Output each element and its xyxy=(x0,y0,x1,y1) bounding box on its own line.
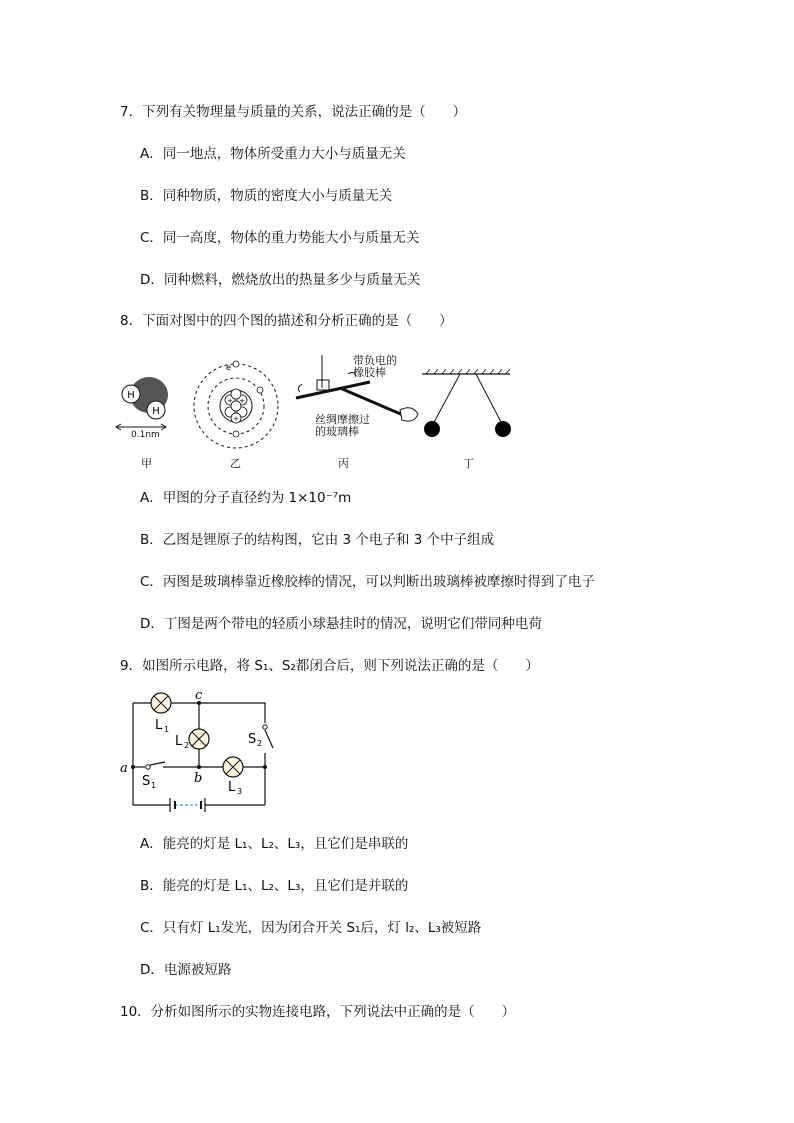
label-s1: S xyxy=(142,774,151,789)
svg-text:+: + xyxy=(233,415,239,423)
rubber-rod-label-2: 橡胶棒 xyxy=(353,366,386,379)
hand-shape xyxy=(400,408,418,421)
label-s2: S xyxy=(248,732,257,747)
node-a-label: a xyxy=(120,761,128,776)
rubber-rod-label-1: 带负电的 xyxy=(353,354,397,367)
ball-right xyxy=(495,421,511,437)
q7-option-d: D．同种燃料，燃烧放出的热量多少与质量无关 xyxy=(140,272,421,288)
label-l2-sub: 2 xyxy=(184,741,190,750)
caption-ding: 丁 xyxy=(463,457,474,470)
hydrogen-label-left: H xyxy=(127,390,135,401)
q9-option-d: D．电源被短路 xyxy=(140,962,232,978)
hydrogen-label-right: H xyxy=(152,406,160,417)
electron-1 xyxy=(233,361,239,367)
q7-option-a: A．同一地点，物体所受重力大小与质量无关 xyxy=(140,146,406,162)
lamp-l2 xyxy=(189,729,209,749)
svg-text:+: + xyxy=(227,397,233,405)
label-l1: L xyxy=(155,718,163,733)
electron-2 xyxy=(257,387,263,393)
glass-rod-label-2: 的玻璃棒 xyxy=(315,425,359,438)
q10-stem: 10．分析如图所示的实物连接电路，下列说法中正确的是（ ） xyxy=(120,1004,516,1020)
label-l3: L xyxy=(228,780,236,795)
q8-option-a: A．甲图的分子直径约为 1×10⁻⁷m xyxy=(140,490,352,506)
switch-s2-blade xyxy=(265,730,273,748)
lamp-l3 xyxy=(223,757,243,777)
glass-rod-label-1: 丝绸摩擦过 xyxy=(315,413,370,426)
figure-yi-atom xyxy=(190,360,282,452)
switch-s1-blade xyxy=(150,762,165,765)
q7-option-b: B．同种物质，物质的密度大小与质量无关 xyxy=(140,188,393,204)
label-l1-sub: 1 xyxy=(164,725,170,734)
q8-stem: 8．下面对图中的四个图的描述和分析正确的是（ ） xyxy=(120,313,453,329)
q7-stem: 7．下列有关物理量与质量的关系，说法正确的是（ ） xyxy=(120,104,467,120)
q9-option-b: B．能亮的灯是 L₁、L₂、L₃，且它们是并联的 xyxy=(140,878,409,894)
q8-option-b: B．乙图是锂原子的结构图，它由 3 个电子和 3 个中子组成 xyxy=(140,532,495,548)
rotation-arrow-left xyxy=(298,384,302,392)
figure-ding-balls xyxy=(420,366,515,446)
electron-label: e xyxy=(226,363,231,372)
q9-stem: 9．如图所示电路，将 S₁、S₂都闭合后，则下列说法正确的是（ ） xyxy=(120,658,539,674)
rod-holder xyxy=(317,380,329,390)
lamp-l1 xyxy=(151,693,171,713)
label-s1-sub: 1 xyxy=(151,781,157,790)
q8-option-d: D．丁图是两个带电的轻质小球悬挂时的情况，说明它们带同种电荷 xyxy=(140,616,542,632)
ball-left xyxy=(424,421,440,437)
caption-jia: 甲 xyxy=(141,457,152,470)
node-c-label: c xyxy=(195,688,203,703)
thread-left xyxy=(432,374,460,426)
electron-3 xyxy=(233,431,239,437)
node-b-label: b xyxy=(194,771,203,786)
svg-text:+: + xyxy=(239,397,245,405)
jia-scale-label: 0.1nm xyxy=(131,430,160,440)
label-l2: L xyxy=(175,734,183,749)
caption-bing: 丙 xyxy=(338,457,349,470)
thread-right xyxy=(476,374,503,426)
q8-option-c: C．丙图是玻璃棒靠近橡胶棒的情况，可以判断出玻璃棒被摩擦时得到了电子 xyxy=(140,574,595,590)
caption-yi: 乙 xyxy=(230,457,241,470)
figure-q9-circuit xyxy=(115,685,285,815)
q9-option-c: C．只有灯 L₁发光，因为闭合开关 S₁后，灯 l₂、L₃被短路 xyxy=(140,920,482,936)
label-s2-sub: 2 xyxy=(257,739,263,748)
q9-option-a: A．能亮的灯是 L₁、L₂、L₃，且它们是串联的 xyxy=(140,836,409,852)
label-l3-sub: 3 xyxy=(237,787,243,796)
q7-option-c: C．同一高度，物体的重力势能大小与质量无关 xyxy=(140,230,420,246)
